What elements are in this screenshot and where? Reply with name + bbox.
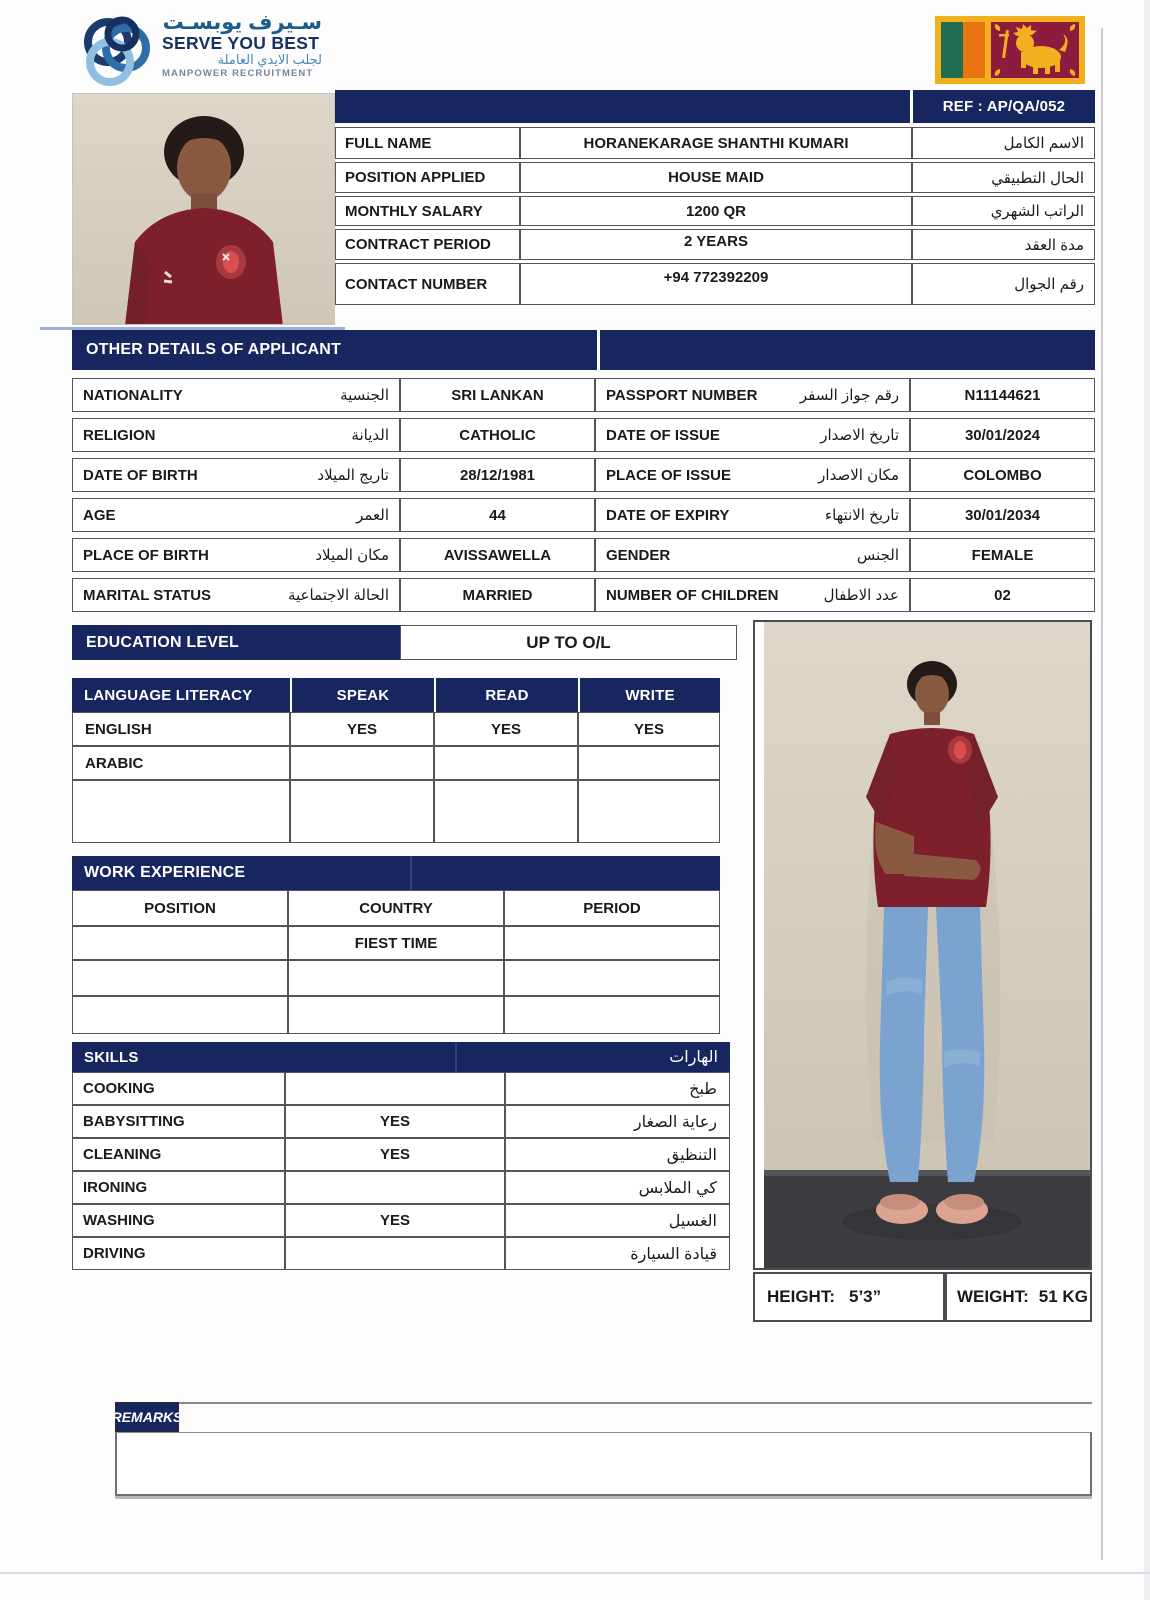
field-value: +94 772392209 bbox=[520, 263, 912, 305]
other-details-row bbox=[72, 578, 1095, 612]
weight-value: 51 KG bbox=[1038, 1287, 1088, 1306]
field-label-arabic: رقم الجوال bbox=[912, 263, 1095, 305]
other-details-row bbox=[72, 538, 1095, 572]
other-details-row bbox=[72, 418, 1095, 452]
physical-stats-row bbox=[753, 1272, 1092, 1322]
field-value: 30/01/2024 bbox=[910, 418, 1095, 452]
main-info-row bbox=[335, 229, 1095, 260]
logo-text-block bbox=[162, 12, 322, 81]
language-literacy-title: LANGUAGE LITERACY bbox=[84, 686, 253, 704]
field-value: N11144621 bbox=[910, 378, 1095, 412]
work-experience-header bbox=[72, 856, 720, 890]
field-value: AVISSAWELLA bbox=[400, 538, 595, 572]
skill-value bbox=[285, 1171, 505, 1204]
field-label: PLACE OF ISSUE bbox=[606, 466, 732, 484]
field-label-arabic: الجنس bbox=[856, 547, 899, 564]
column-header-period: PERIOD bbox=[504, 890, 720, 926]
other-details-row bbox=[72, 498, 1095, 532]
field-label-arabic: تاريخ الاصدار bbox=[820, 427, 899, 444]
work-header-row bbox=[72, 890, 720, 926]
field-label: MONTHLY SALARY bbox=[335, 196, 520, 226]
period-value bbox=[504, 996, 720, 1034]
page-bottom-line bbox=[0, 1572, 1150, 1574]
skill-label-arabic: كي الملابس bbox=[505, 1171, 730, 1204]
weight-label: WEIGHT: bbox=[957, 1287, 1029, 1306]
other-details-row bbox=[72, 378, 1095, 412]
column-header-position: POSITION bbox=[72, 890, 288, 926]
education-level-header bbox=[72, 625, 400, 660]
main-info-row bbox=[335, 263, 1095, 305]
field-value: FEMALE bbox=[910, 538, 1095, 572]
ref-bar bbox=[335, 90, 1095, 123]
field-label: FULL NAME bbox=[335, 127, 520, 159]
field-label: PLACE OF BIRTH bbox=[83, 546, 209, 564]
write-value: YES bbox=[578, 712, 720, 746]
speak-value: YES bbox=[290, 712, 434, 746]
education-level-value: UP TO O/L bbox=[400, 625, 737, 660]
field-label: AGE bbox=[83, 506, 116, 524]
field-label-arabic: الحال التطبيقي bbox=[912, 162, 1095, 193]
main-info-row bbox=[335, 162, 1095, 193]
speak-value bbox=[290, 780, 434, 843]
field-label: RELIGION bbox=[83, 426, 156, 444]
field-label: CONTACT NUMBER bbox=[335, 263, 520, 305]
skills-title-arabic: الهارات bbox=[669, 1049, 718, 1066]
field-value: MARRIED bbox=[400, 578, 595, 612]
skill-value: YES bbox=[285, 1204, 505, 1237]
skills-header bbox=[72, 1042, 730, 1072]
remarks-header bbox=[111, 1402, 183, 1432]
field-label: NATIONALITY bbox=[83, 386, 183, 404]
column-header-country: COUNTRY bbox=[288, 890, 504, 926]
field-label: POSITION APPLIED bbox=[335, 162, 520, 193]
other-details-row bbox=[72, 458, 1095, 492]
field-value: COLOMBO bbox=[910, 458, 1095, 492]
height-label: HEIGHT: bbox=[767, 1287, 835, 1306]
field-value: CATHOLIC bbox=[400, 418, 595, 452]
field-label-arabic: الاسم الكامل bbox=[912, 127, 1095, 159]
skill-label: COOKING bbox=[72, 1072, 285, 1105]
remarks-box bbox=[115, 1432, 1092, 1496]
sri-lanka-flag-icon bbox=[935, 16, 1085, 84]
field-label: DATE OF BIRTH bbox=[83, 466, 198, 484]
write-value bbox=[578, 780, 720, 843]
field-value: HORANEKARAGE SHANTHI KUMARI bbox=[520, 127, 912, 159]
skill-label: CLEANING bbox=[72, 1138, 285, 1171]
ref-number: REF : AP/QA/052 bbox=[942, 98, 1066, 115]
logo-arabic-title: سـيرف يوبسـت bbox=[162, 11, 322, 34]
language-literacy-header bbox=[72, 678, 720, 712]
logo-title: SERVE YOU BEST bbox=[162, 33, 320, 54]
logo-arabic-subtitle: لجلب الايدي العاملة bbox=[217, 52, 322, 68]
skill-label: DRIVING bbox=[72, 1237, 285, 1270]
skill-label: WASHING bbox=[72, 1204, 285, 1237]
height-value: 5’3” bbox=[849, 1287, 882, 1306]
main-info-row bbox=[335, 127, 1095, 159]
field-label-arabic: الحالة الاجتماعية bbox=[287, 587, 389, 604]
language-name: ARABIC bbox=[72, 746, 290, 780]
field-value: 1200 QR bbox=[520, 196, 912, 226]
field-label-arabic: مدة العقد bbox=[912, 229, 1095, 260]
applicant-portrait-photo bbox=[72, 93, 335, 325]
column-header-speak: SPEAK bbox=[336, 686, 390, 704]
language-row bbox=[72, 780, 720, 843]
field-value: HOUSE MAID bbox=[520, 162, 912, 193]
skill-row bbox=[72, 1105, 730, 1138]
field-label-arabic: عدد الاطفال bbox=[823, 587, 899, 604]
write-value bbox=[578, 746, 720, 780]
language-row bbox=[72, 746, 720, 780]
language-name bbox=[72, 780, 290, 843]
skill-label-arabic: الغسيل bbox=[505, 1204, 730, 1237]
main-info-row bbox=[335, 196, 1095, 226]
field-label-arabic: مكان الميلاد bbox=[315, 547, 389, 564]
field-label-arabic: رقم جواز السفر bbox=[799, 387, 899, 404]
work-experience-title: WORK EXPERIENCE bbox=[84, 864, 246, 881]
field-value: 28/12/1981 bbox=[400, 458, 595, 492]
field-label-arabic: تاريخ الانتهاء bbox=[825, 507, 899, 524]
position-value bbox=[72, 926, 288, 960]
work-row bbox=[72, 996, 720, 1034]
field-value: 30/01/2034 bbox=[910, 498, 1095, 532]
skill-label: IRONING bbox=[72, 1171, 285, 1204]
skill-label-arabic: طبخ bbox=[505, 1072, 730, 1105]
other-details-header bbox=[72, 330, 1095, 370]
field-value: SRI LANKAN bbox=[400, 378, 595, 412]
remarks-top-line bbox=[115, 1402, 1092, 1404]
skill-label-arabic: رعاية الصغار bbox=[505, 1105, 730, 1138]
field-label: GENDER bbox=[606, 546, 671, 564]
position-value bbox=[72, 996, 288, 1034]
column-header-read: READ bbox=[485, 686, 529, 704]
field-label: NUMBER OF CHILDREN bbox=[606, 586, 779, 604]
field-label-arabic: الراتب الشهري bbox=[912, 196, 1095, 226]
skill-value bbox=[285, 1072, 505, 1105]
speak-value bbox=[290, 746, 434, 780]
logo-subtitle: MANPOWER RECRUITMENT bbox=[162, 68, 314, 80]
read-value: YES bbox=[434, 712, 578, 746]
work-row bbox=[72, 960, 720, 996]
period-value bbox=[504, 926, 720, 960]
field-label-arabic: الجنسية bbox=[340, 387, 389, 404]
language-name: ENGLISH bbox=[72, 712, 290, 746]
language-row bbox=[72, 712, 720, 746]
work-row bbox=[72, 926, 720, 960]
field-label-arabic: الديانة bbox=[351, 427, 389, 444]
education-level-label: EDUCATION LEVEL bbox=[86, 633, 239, 651]
field-label: MARITAL STATUS bbox=[83, 586, 212, 604]
skill-label-arabic: التنظيق bbox=[505, 1138, 730, 1171]
knot-logo-icon bbox=[70, 10, 160, 92]
field-label-arabic: العمر bbox=[356, 507, 389, 524]
page-edge-shade bbox=[1144, 0, 1150, 1600]
read-value bbox=[434, 746, 578, 780]
field-label: PASSPORT NUMBER bbox=[606, 386, 758, 404]
other-details-title: OTHER DETAILS OF APPLICANT bbox=[86, 341, 341, 358]
skill-row bbox=[72, 1204, 730, 1237]
period-value bbox=[504, 960, 720, 996]
column-header-write: WRITE bbox=[625, 686, 675, 704]
field-label-arabic: مكان الاصدار bbox=[818, 467, 899, 484]
field-value: 02 bbox=[910, 578, 1095, 612]
field-label: DATE OF EXPIRY bbox=[606, 506, 730, 524]
position-value bbox=[72, 960, 288, 996]
skill-row bbox=[72, 1171, 730, 1204]
applicant-full-body-photo bbox=[753, 620, 1092, 1270]
field-label: DATE OF ISSUE bbox=[606, 426, 720, 444]
remarks-label: REMARKS bbox=[111, 1409, 183, 1425]
country-value bbox=[288, 996, 504, 1034]
page-edge-line bbox=[1101, 28, 1103, 1560]
read-value bbox=[434, 780, 578, 843]
country-value: FIEST TIME bbox=[288, 926, 504, 960]
field-value: 44 bbox=[400, 498, 595, 532]
skill-value: YES bbox=[285, 1105, 505, 1138]
country-value bbox=[288, 960, 504, 996]
skill-row bbox=[72, 1138, 730, 1171]
field-label-arabic: تاريج الميلاد bbox=[317, 467, 389, 484]
skill-label-arabic: قيادة السيارة bbox=[505, 1237, 730, 1270]
skill-label: BABYSITTING bbox=[72, 1105, 285, 1138]
field-label: CONTRACT PERIOD bbox=[335, 229, 520, 260]
field-value: 2 YEARS bbox=[520, 229, 912, 260]
skills-title: SKILLS bbox=[84, 1048, 139, 1066]
skill-value bbox=[285, 1237, 505, 1270]
skill-value: YES bbox=[285, 1138, 505, 1171]
skill-row bbox=[72, 1237, 730, 1270]
skill-row bbox=[72, 1072, 730, 1105]
